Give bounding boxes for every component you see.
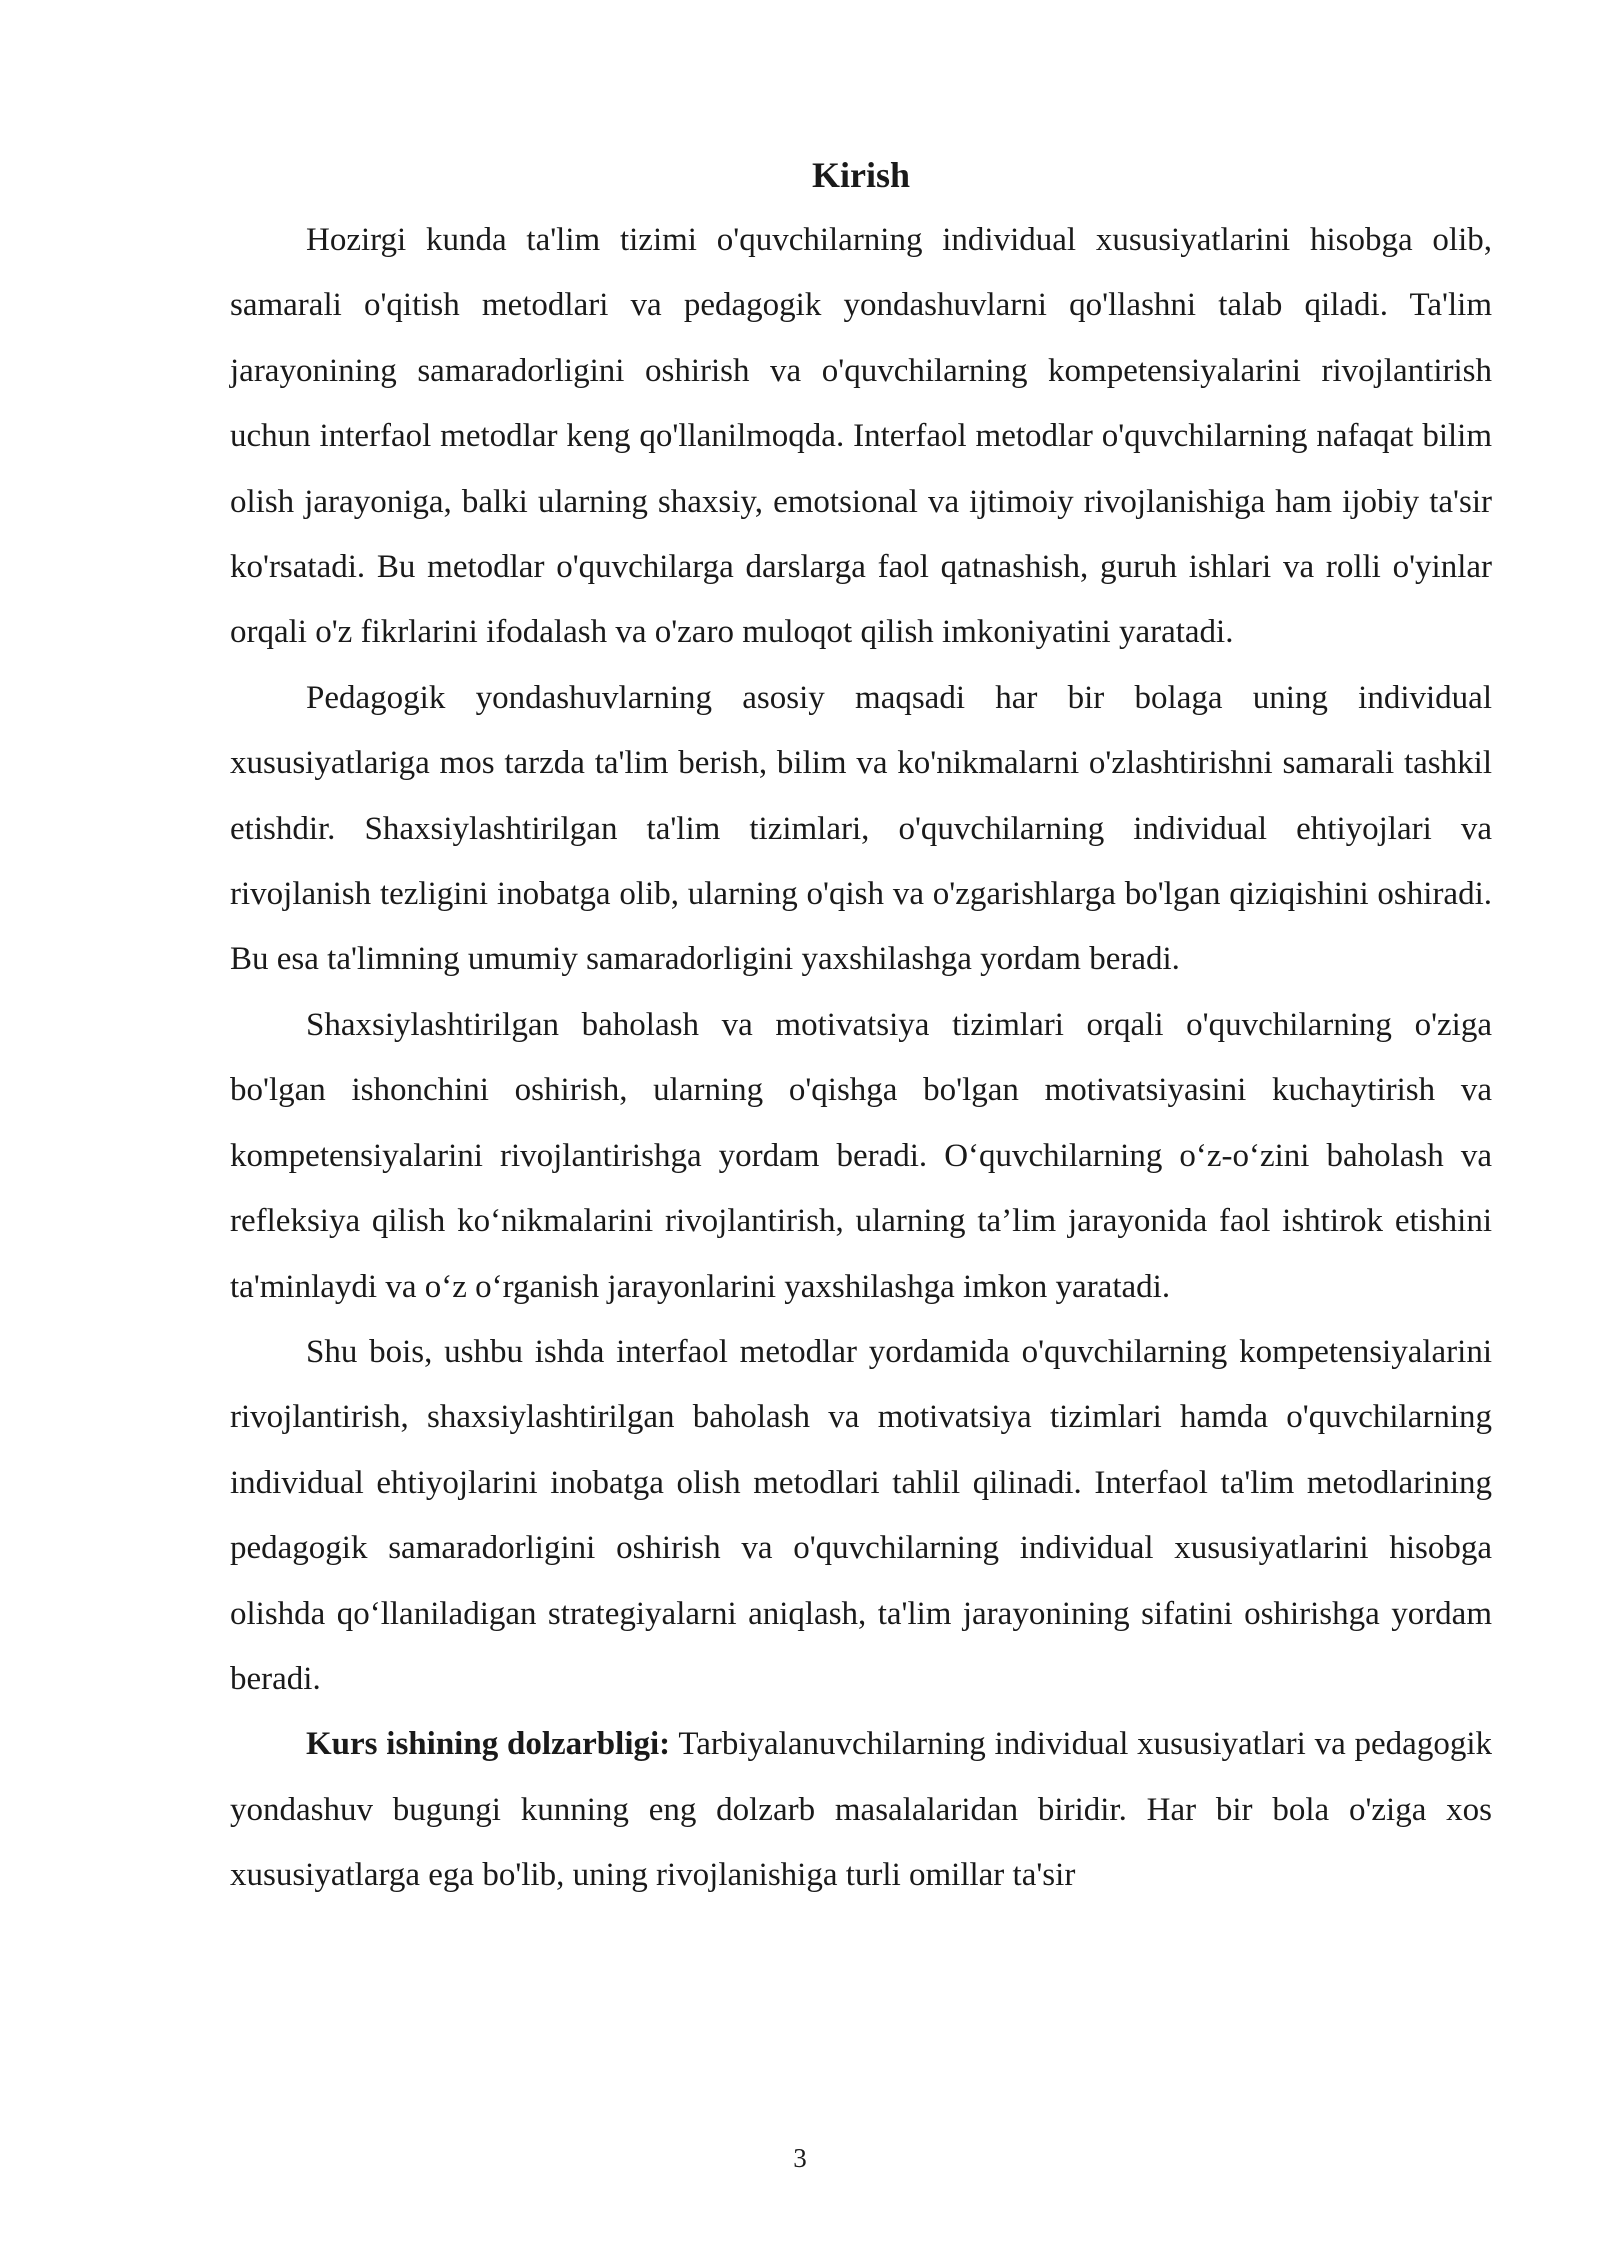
section-heading: Kirish xyxy=(811,155,910,195)
page-number: 3 xyxy=(793,2143,807,2173)
paragraph-2: Pedagogik yondashuvlarning asosiy maqsadi har bir bolaga uning individual xususiyatlariga mos tarzda ta'lim berish, bilim va ko'nikmalarni o'zlashtirishni samarali tashkil etishdir. Shaxsiylashtirilgan ta'lim tizimlari, o'quvchilarning individual ehtiyojlari va rivojlanish tezligini inobatga olib, ularning o'qish va o'zgarishlarga bo'lgan qiziqishini oshiradi. Bu esa ta'limning umumiy samaradorligini yaxshilashga yordam beradi. xyxy=(230,679,1492,978)
relevance-paragraph xyxy=(230,1712,1492,1908)
relevance-label: Kurs ishining dolzarbligi: xyxy=(306,1726,671,1763)
paragraph-1: Hozirgi kunda ta'lim tizimi o'quvchilarning individual xususiyatlarini hisobga olib, samarali o'qitish metodlari va pedagogik yondashuvlarni qo'llashni talab qiladi. Ta'lim jarayonining samaradorligini oshirish va o'quvchilarning kompetensiyalarini rivojlantirish uchun interfaol metodlar keng qo'llanilmoqda. Interfaol metodlar o'quvchilarning nafaqat bilim olish jarayoniga, balki ularning shaxsiy, emotsional va ijtimoiy rivojlanishiga ham ijobiy ta'sir ko'rsatadi. Bu metodlar o'quvchilarga darslarga faol qatnashish, guruh ishlari va rolli o'yinlar orqali o'z fikrlarini ifodalash va o'zaro muloqot qilish imkoniyatini yaratadi. xyxy=(230,222,1492,651)
paragraph-3: Shaxsiylashtirilgan baholash va motivatsiya tizimlari orqali o'quvchilarning o'ziga bo'lgan ishonchini oshirish, ularning o'qishga bo'lgan motivatsiyasini kuchaytirish va kompetensiyalarini rivojlantirishga yordam beradi. O‘quvchilarning o‘z-o‘zini baholash va refleksiya qilish ko‘nikmalarini rivojlantirish, ularning ta’lim jarayonida faol ishtirok etishini ta'minlaydi va o‘z o‘rganish jarayonlarini yaxshilashga imkon yaratadi. xyxy=(230,1006,1492,1305)
relevance-text: Tarbiyalanuvchilarning individual xususiyatlari va pedagogik yondashuv bugungi kunning eng dolzarb masalalaridan biridir. Har bir bola o'ziga xos xususiyatlarga ega bo'lib, uning rivojlanishiga turli omillar ta'sir xyxy=(230,1726,1492,1894)
paragraph-4: Shu bois, ushbu ishda interfaol metodlar yordamida o'quvchilarning kompetensiyalarini rivojlantirish, shaxsiylashtirilgan baholash va motivatsiya tizimlari hamda o'quvchilarning individual ehtiyojlarini inobatga olish metodlari tahlil qilinadi. Interfaol ta'lim metodlarining pedagogik samaradorligini oshirish va o'quvchilarning individual xususiyatlarini hisobga olishda qo‘llaniladigan strategiyalarni aniqlash, ta'lim jarayonining sifatini oshirishga yordam beradi. xyxy=(230,1333,1492,1697)
document-page xyxy=(230,146,1492,1909)
